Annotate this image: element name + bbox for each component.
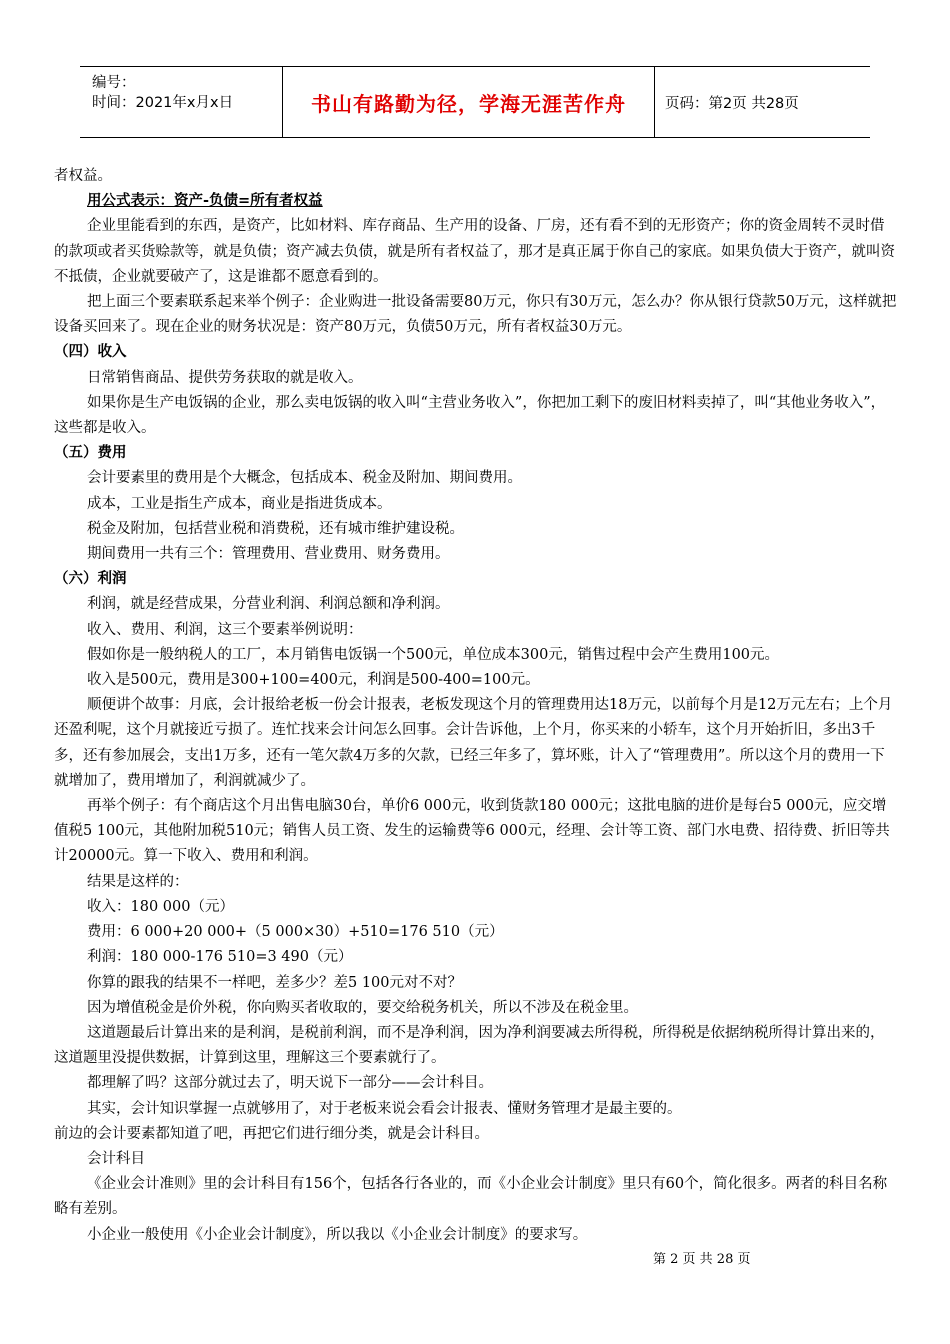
body-paragraph: 收入：180 000（元） bbox=[87, 898, 234, 915]
section-heading: （五）费用 bbox=[54, 445, 127, 462]
body-paragraph: 会计要素里的费用是个大概念，包括成本、税金及附加、期间费用。 bbox=[87, 470, 522, 487]
section-heading: （四）收入 bbox=[54, 344, 127, 361]
document-body bbox=[54, 164, 898, 1248]
body-paragraph: 收入、费用、利润，这三个要素举例说明： bbox=[87, 621, 363, 638]
body-paragraph: 小企业一般使用《小企业会计制度》，所以我以《小企业会计制度》的要求写。 bbox=[87, 1226, 588, 1243]
body-paragraph: 这道题最后计算出来的是利润，是税前利润，而不是净利润，因为净利润要减去所得税，所得税是依据纳税所得计算出来的，这道题里没提供数据，计算到这里，理解这三个要素就行了。 bbox=[54, 1024, 885, 1067]
formula-text: 用公式表示：资产-负债=所有者权益 bbox=[87, 193, 323, 210]
header-page-number: 页码：第2页 共28页 bbox=[665, 95, 799, 112]
body-paragraph: 费用：6 000+20 000+（5 000×30）+510=176 510（元） bbox=[87, 924, 504, 941]
page-footer: 第 2 页 共 28 页 bbox=[653, 1252, 751, 1267]
body-paragraph: 成本，工业是指生产成本，商业是指进货成本。 bbox=[87, 495, 392, 512]
body-paragraph: 《企业会计准则》里的会计科目有156个，包括各行各业的，而《小企业会计制度》里只有60个，简化很多。两者的科目名称略有差别。 bbox=[54, 1176, 888, 1218]
page-header bbox=[80, 66, 870, 138]
body-paragraph: 利润：180 000-176 510=3 490（元） bbox=[87, 949, 353, 966]
body-paragraph: 期间费用一共有三个：管理费用、营业费用、财务费用。 bbox=[87, 546, 450, 563]
body-paragraph: 顺便讲个故事：月底，会计报给老板一份会计报表，老板发现这个月的管理费用达18万元，以前每个月是12万元左右；上个月还盈利呢，这个月就接近亏损了。连忙找来会计问怎么回事。会计告诉他，上个月，你买来的小轿车，这个月开始折旧，多出3千多，还有参加展会，支出1万多，还有一笔欠款4万多的欠款，已经三年多了，算坏账，计入了“管理费用”。所以这个月的费用一下就增加了，费用增加了，利润就减少了。 bbox=[54, 697, 893, 789]
body-paragraph: 会计科目 bbox=[87, 1150, 145, 1167]
header-number: 编号： bbox=[92, 75, 136, 91]
body-paragraph: 税金及附加，包括营业税和消费税，还有城市维护建设税。 bbox=[87, 520, 464, 537]
body-paragraph: 日常销售商品、提供劳务获取的就是收入。 bbox=[87, 369, 363, 386]
body-paragraph: 收入是500元，费用是300+100=400元，利润是500-400=100元。 bbox=[87, 672, 540, 689]
body-paragraph: 结果是这样的： bbox=[87, 873, 189, 890]
body-paragraph: 其实，会计知识掌握一点就够用了，对于老板来说会看会计报表、懂财务管理才是最主要的。 bbox=[87, 1100, 682, 1117]
header-motto: 书山有路勤为径，学海无涯苦作舟 bbox=[282, 67, 655, 137]
body-paragraph: 企业里能看到的东西，是资产，比如材料、库存商品、生产用的设备、厂房，还有看不到的无形资产；你的资金周转不灵时借的款项或者买货赊款等，就是负债；资产减去负债，就是所有者权益了，那才是真正属于你自己的家底。如果负债大于资产，就叫资不抵债，企业就要破产了，这是谁都不愿意看到的。 bbox=[54, 218, 895, 285]
body-paragraph: 假如你是一般纳税人的工厂，本月销售电饭锅一个500元，单位成本300元，销售过程中会产生费用100元。 bbox=[87, 646, 780, 663]
body-paragraph: 你算的跟我的结果不一样吧，差多少？差5 100元对不对？ bbox=[87, 974, 463, 991]
formula-heading bbox=[54, 189, 898, 214]
body-paragraph: 前边的会计要素都知道了吧，再把它们进行细分类，就是会计科目。 bbox=[54, 1125, 489, 1142]
body-paragraph: 把上面三个要素联系起来举个例子：企业购进一批设备需要80万元，你只有30万元，怎么办？你从银行贷款50万元，这样就把设备买回来了。现在企业的财务状况是：资产80万元，负债50万元，所有者权益30万元。 bbox=[54, 294, 897, 336]
body-paragraph: 再举个例子：有个商店这个月出售电脑30台，单价6 000元，收到货款180 000元；这批电脑的进价是每台5 000元，应交增值税5 100元，其他附加税510元；销售人员工资、发生的运输费等6 000元，经理、会计等工资、部门水电费、招待费、折旧等共计20000元。算一下收入、费用和利润。 bbox=[54, 798, 890, 865]
body-paragraph: 利润，就是经营成果，分营业利润、利润总额和净利润。 bbox=[87, 596, 450, 613]
header-info bbox=[80, 67, 282, 137]
body-paragraph: 因为增值税金是价外税，你向购买者收取的，要交给税务机关，所以不涉及在税金里。 bbox=[87, 999, 638, 1016]
header-date: 时间：2021年x月x日 bbox=[92, 95, 234, 111]
body-paragraph: 者权益。 bbox=[54, 168, 112, 184]
body-paragraph: 如果你是生产电饭锅的企业，那么卖电饭锅的收入叫“主营业务收入”，你把加工剩下的废旧材料卖掉了，叫“其他业务收入”，这些都是收入。 bbox=[54, 394, 886, 437]
section-heading: （六）利润 bbox=[54, 571, 127, 588]
body-paragraph: 都理解了吗？这部分就过去了，明天说下一部分——会计科目。 bbox=[87, 1075, 493, 1092]
